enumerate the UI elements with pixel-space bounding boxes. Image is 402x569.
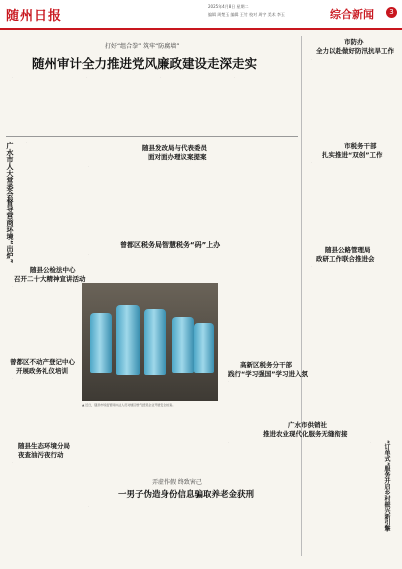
ecology-body: · (12, 460, 13, 464)
shixian-title-2: 全力以赴做好防汛抗旱工作 (316, 47, 394, 55)
guangshui-supply-title-2: 推进农业现代化服务无缝衔接 (263, 430, 348, 438)
section-title: 综合新闻 (330, 8, 374, 21)
zengdu-realty-title-1: 曾都区不动产登记中心 (10, 358, 75, 366)
ecology-title-2: 夜查油污夜行动 (18, 451, 64, 459)
guangshui-supply-body: · (228, 440, 229, 444)
gas-cylinders-photo (82, 283, 218, 401)
npc-vertical-title: 广水市人大常委会督导营商环境“出炉” (6, 142, 14, 264)
date-line: 2025年4月8日 星期二 (208, 4, 249, 9)
zengdu-realty-body: · (12, 376, 13, 380)
lead-headline: 随州审计全力推进党风廉政建设走深走实 (32, 56, 258, 71)
lead-body-col2: · (86, 75, 87, 79)
guangshui-tax-body: · (311, 160, 312, 164)
guangshui-supply-title-1: 广水市供销社 (288, 421, 327, 429)
xian-leaders-body: · (88, 164, 89, 168)
right-vertical-body: · (370, 440, 371, 444)
lead-body-col1: · (12, 75, 13, 79)
newspaper-logo: 随州日报 (6, 9, 63, 24)
suixian-court-body: · (311, 264, 312, 268)
photo-caption: ▲ 近日，随县市场监管局执法人员对辖区燃气经营企业开展安全检查。 (82, 403, 176, 407)
fraud-headline: 一男子伪造身份信息骗取养老金获刑 (118, 490, 255, 500)
page-number-badge: 3 (386, 7, 397, 18)
shixian-title-1: 市防办 (344, 38, 364, 46)
editor-line: 编辑 周楚玉 编辑 王竹 校对 周宇 美术 李玉 (208, 12, 285, 17)
gaoxin-title-2: 践行“学习强国”学习进入氛 (228, 370, 309, 378)
fraud-body: · (88, 504, 89, 508)
suixian-court-title-1: 随县公路管理局 (325, 246, 371, 254)
ecology-title-1: 随县生态环境分局 (18, 442, 70, 450)
right-vertical-title: “订单式”服务开启乡村振兴新引擎 (383, 440, 390, 532)
lead-body-col3: · (160, 75, 161, 79)
divider (6, 136, 298, 137)
lead-body-col4: · (234, 75, 235, 79)
gongan-body: · (12, 284, 13, 288)
xian-leaders-title-1: 随县发改局与代表委员 (142, 144, 207, 152)
zengdu-realty-title-2: 开展政务礼仪培训 (16, 367, 68, 375)
xian-leaders-title-2: 面对面办理议案提案 (148, 153, 207, 161)
guangshui-tax-title-2: 扎实推进“双创”工作 (322, 151, 383, 159)
gongan-title-1: 随县公检法中心 (30, 266, 76, 274)
suixian-court-title-2: 政研工作联合推进会 (316, 255, 375, 263)
shixian-body: · (311, 57, 312, 61)
lead-kicker: 打好“组合拳” 筑牢“防腐墙” (105, 43, 180, 50)
gaoxin-title-1: 高新区税务分干部 (240, 361, 292, 369)
guangshui-tax-title-1: 市税务干部 (344, 142, 377, 150)
npc-body: · (26, 140, 27, 144)
fraud-kicker: 弄虚作假 终致害己 (152, 479, 202, 486)
zengdu-tax-body: · (88, 252, 89, 256)
gongan-title-2: 召开二十大精神宣讲活动 (14, 275, 86, 283)
zengdu-tax-title: 曾都区税务局智慧税务“码”上办 (120, 241, 221, 249)
gaoxin-body: · (228, 379, 229, 383)
